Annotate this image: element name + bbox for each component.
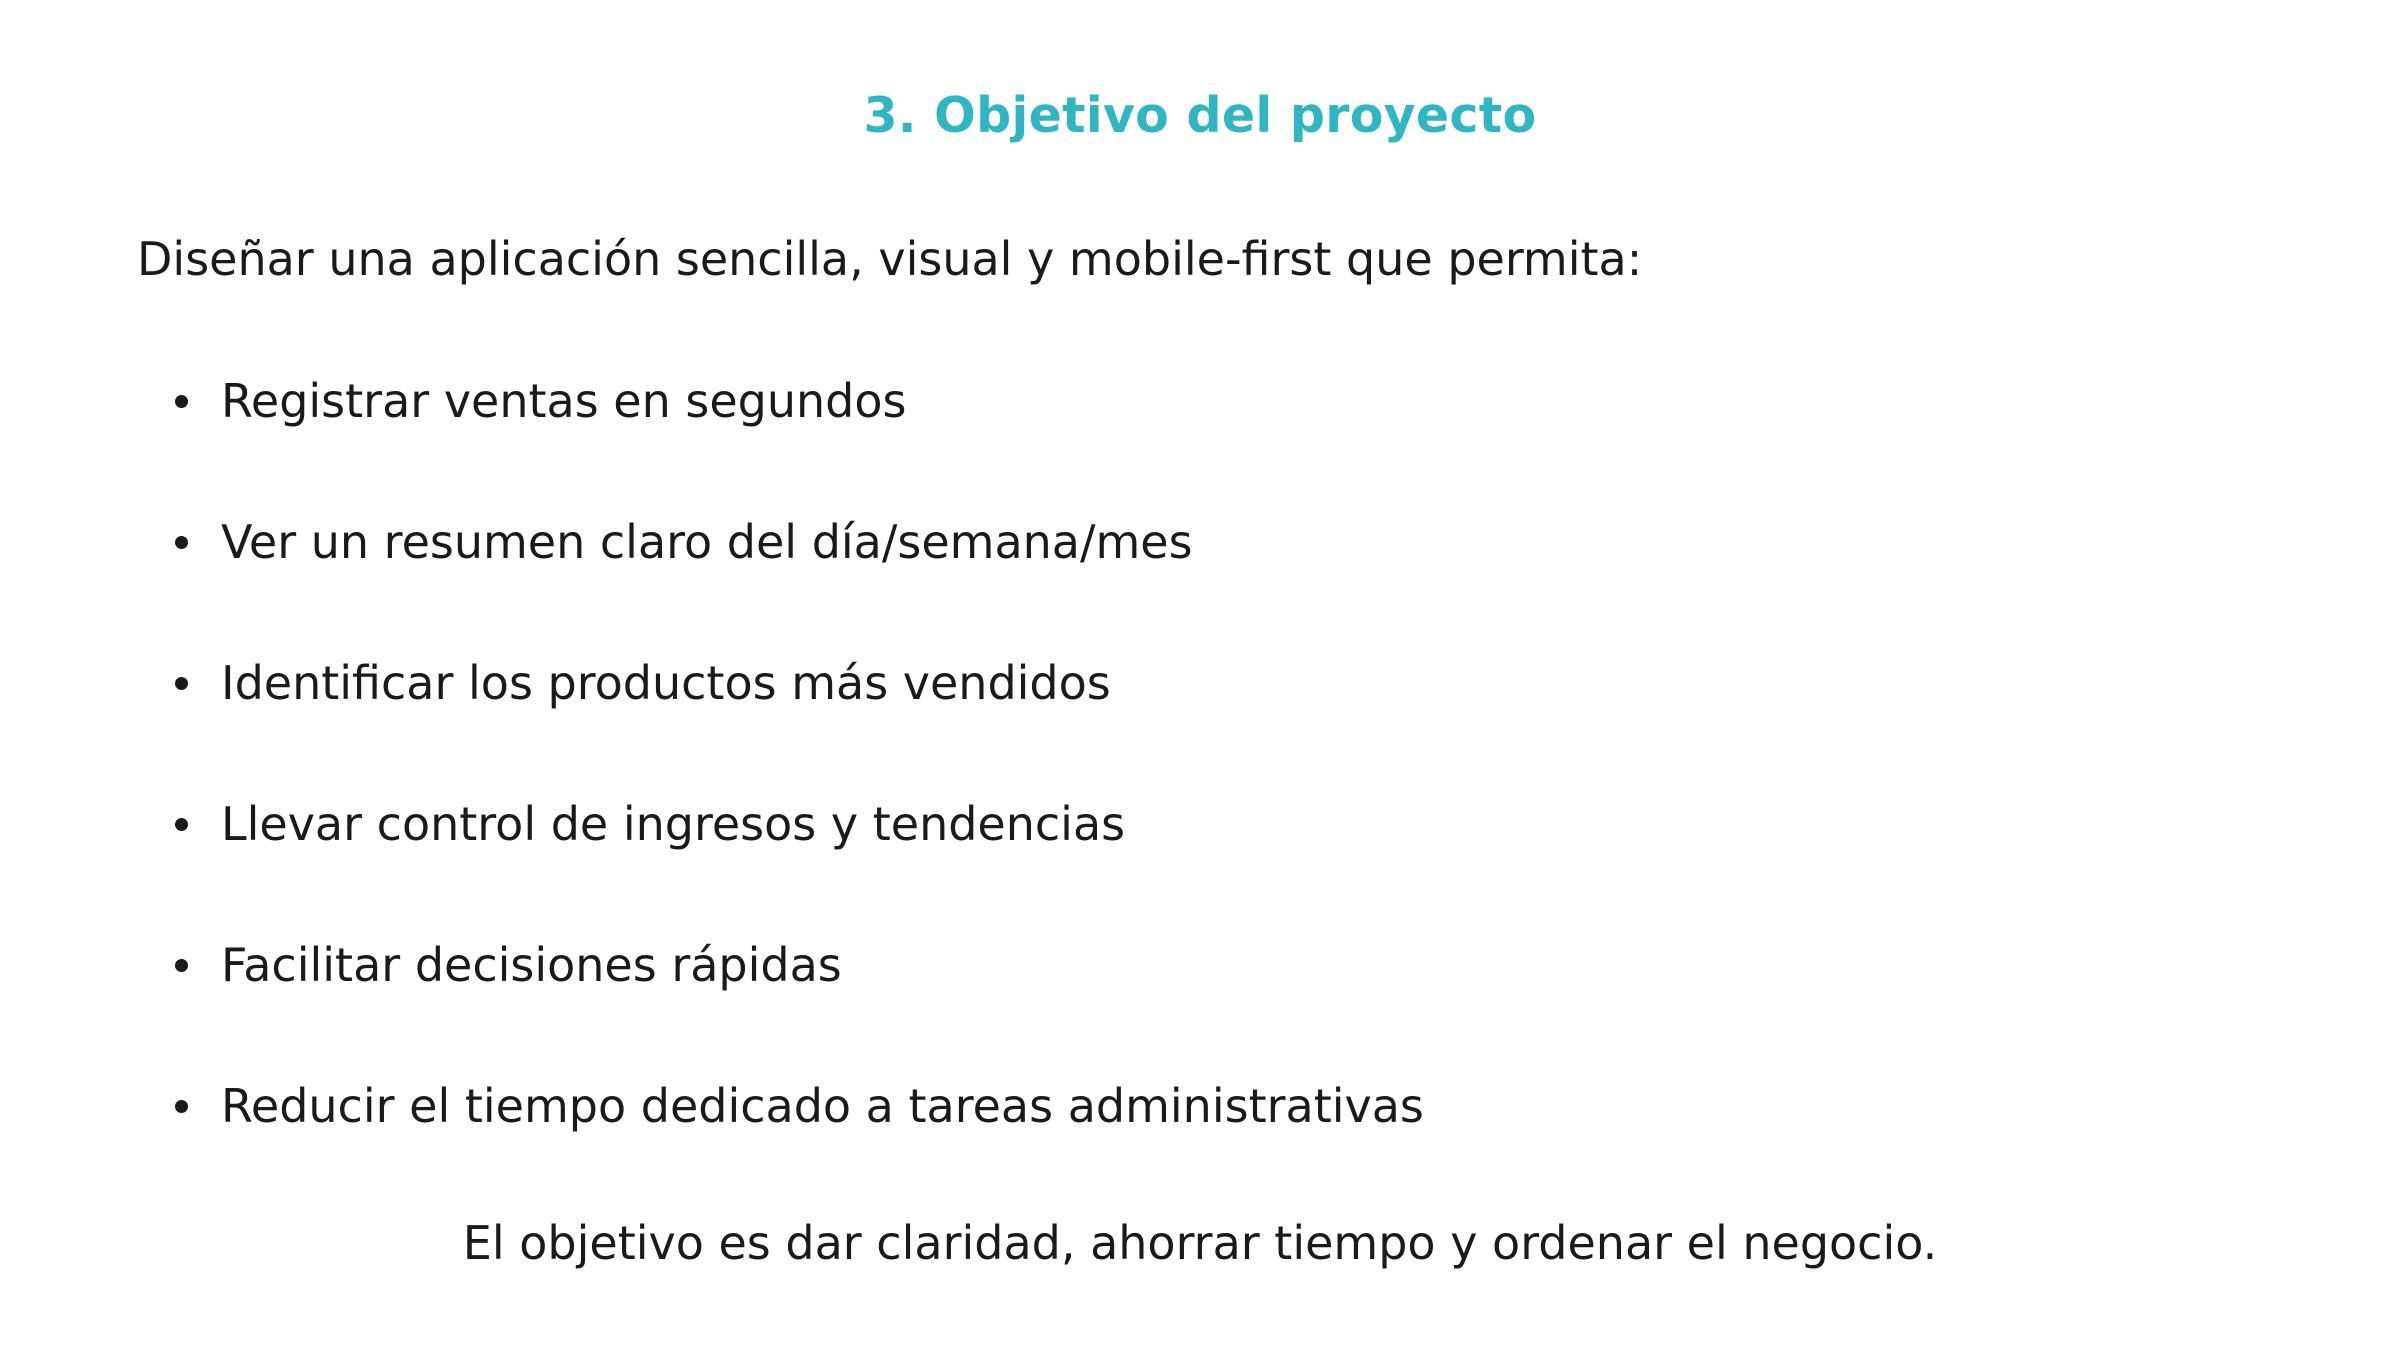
closing-statement: El objetivo es dar claridad, ahorrar tiempo y ordenar el negocio. xyxy=(462,1216,1938,1270)
bullet-icon xyxy=(175,677,188,690)
list-item xyxy=(175,507,1193,577)
list-item-text: Facilitar decisiones rápidas xyxy=(221,938,842,992)
bullet-icon xyxy=(175,959,188,972)
bullet-icon xyxy=(175,536,188,549)
bullet-icon xyxy=(175,395,188,408)
bullet-icon xyxy=(175,818,188,831)
slide-title: 3. Objetivo del proyecto xyxy=(863,87,1537,144)
list-item-text: Ver un resumen claro del día/semana/mes xyxy=(221,515,1193,569)
list-item-text: Identificar los productos más vendidos xyxy=(221,656,1111,710)
list-item xyxy=(175,648,1111,718)
list-item xyxy=(175,366,906,436)
list-item-text: Reducir el tiempo dedicado a tareas administrativas xyxy=(221,1079,1424,1133)
list-item xyxy=(175,789,1125,859)
list-item-text: Registrar ventas en segundos xyxy=(221,374,907,428)
list-item xyxy=(175,930,842,1000)
intro-text: Diseñar una aplicación sencilla, visual y mobile-first que permita: xyxy=(137,232,1643,286)
list-item-text: Llevar control de ingresos y tendencias xyxy=(221,797,1126,851)
bullet-icon xyxy=(175,1100,188,1113)
list-item xyxy=(175,1071,1424,1141)
